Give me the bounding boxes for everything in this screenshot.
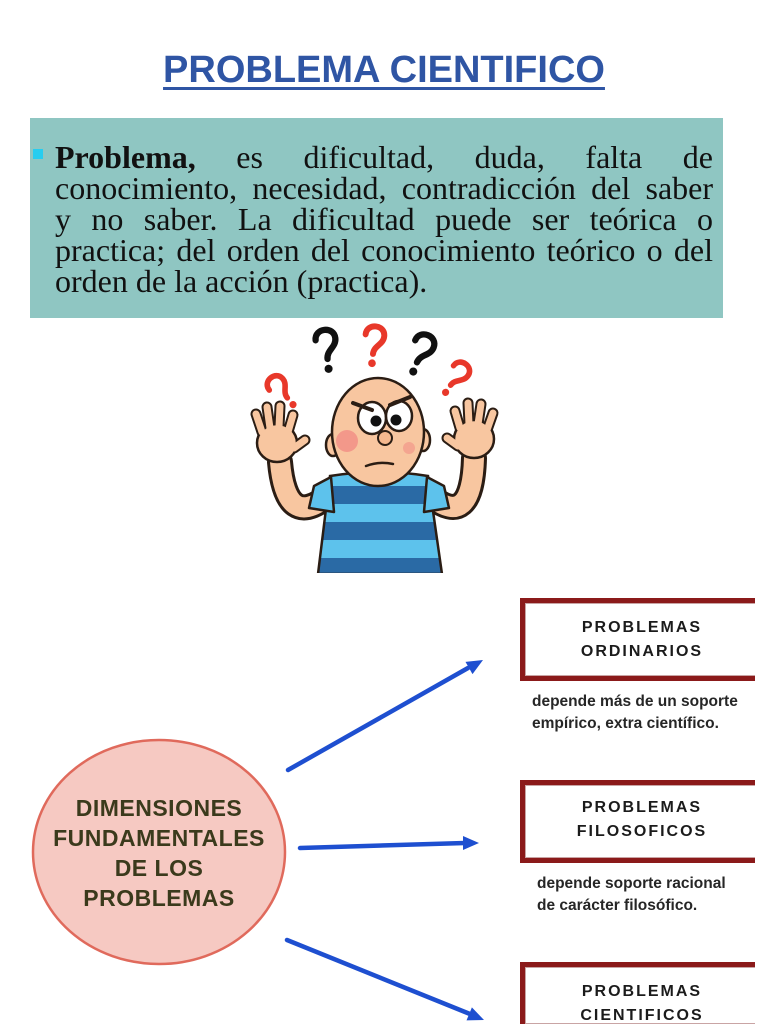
box-title-line: ORDINARIOS [580, 643, 704, 660]
dimensions-label-line: PROBLEMAS [83, 885, 235, 911]
question-mark-icon [362, 325, 385, 368]
definition-line [55, 139, 714, 175]
definition-text [55, 139, 714, 299]
question-mark-icon [315, 329, 339, 374]
definition-line: orden de la acción (practica). [55, 263, 428, 299]
caption-line: depende más de un soporte [532, 693, 738, 710]
caption-ordinarios [532, 691, 738, 735]
dimensions-label [33, 793, 285, 913]
right-hand [447, 403, 494, 458]
box-problemas-filosoficos [520, 780, 755, 863]
definition-line: practica; del orden del conocimiento teórico o del [55, 232, 713, 268]
page-title [0, 48, 768, 92]
caption-filosoficos [537, 873, 726, 917]
definition-line-text: es dificultad, duda, falta de [236, 139, 714, 175]
definition-box [30, 118, 723, 318]
box-title [529, 616, 755, 664]
page-title-text: PROBLEMA CIENTIFICO [163, 49, 605, 91]
question-mark-icon [436, 359, 472, 401]
box-title [529, 980, 755, 1024]
box-title-line: PROBLEMAS [581, 983, 703, 1000]
caption-line: depende soporte racional [537, 875, 726, 892]
box-title-line: CIENTIFICOS [580, 1007, 704, 1024]
box-problemas-ordinarios [520, 598, 755, 681]
definition-line: conocimiento, necesidad, contradicción del saber [55, 170, 713, 206]
caption-line: de carácter filosófico. [537, 897, 698, 914]
box-problemas-cientificos [520, 962, 755, 1024]
box-title-line: PROBLEMAS [581, 619, 703, 636]
square-bullet-icon [33, 149, 43, 159]
box-title-line: FILOSOFICOS [576, 823, 708, 840]
box-title [529, 796, 755, 844]
dimensions-label-line: DIMENSIONES [75, 795, 243, 821]
head [326, 378, 430, 486]
arrow-to-ordinarios [288, 660, 483, 770]
caption-line: empírico, extra científico. [532, 715, 719, 732]
dimensions-label-line: FUNDAMENTALES [53, 825, 265, 851]
confused-person-illustration [240, 318, 510, 573]
arrow-to-filosoficos [300, 836, 479, 850]
definition-line: y no saber. La dificultad puede ser teórica o [55, 201, 713, 237]
definition-term: Problema, [55, 139, 196, 175]
left-hand [256, 406, 305, 462]
question-mark-icon [403, 332, 438, 379]
arrow-to-cientificos [287, 940, 484, 1020]
dimensions-label-line: DE LOS [114, 855, 204, 881]
box-title-line: PROBLEMAS [581, 799, 703, 816]
